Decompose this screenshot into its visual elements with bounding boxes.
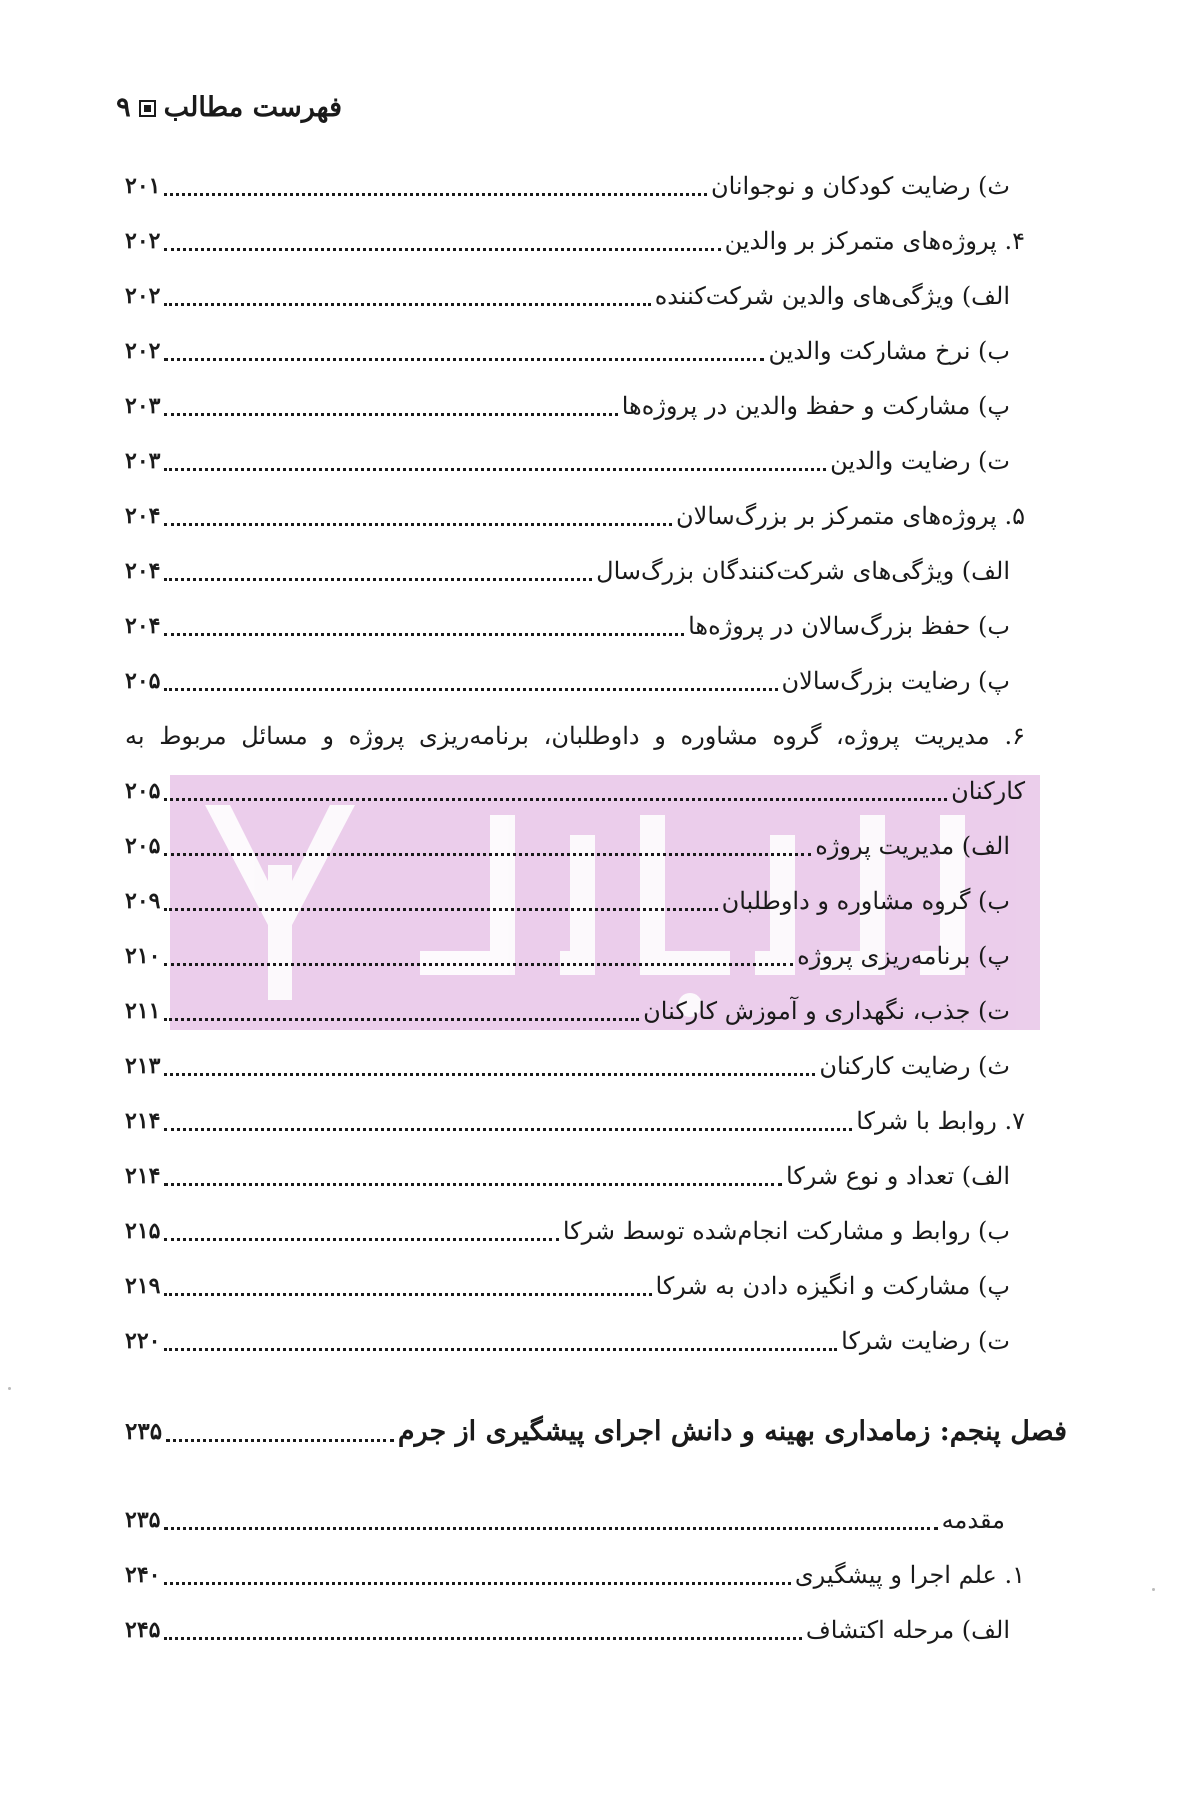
page-header (116, 92, 342, 123)
toc-entry (125, 1555, 1025, 1595)
toc-entry-title: ث) رضایت کارکنان (819, 1052, 1010, 1080)
toc-entry-title: ت) رضایت شرکا (841, 1327, 1010, 1355)
dot-leader (164, 1637, 801, 1640)
toc-entry-page: ۲۰۵ (125, 668, 161, 694)
toc-entry-title: ۶. مدیریت پروژه، گروه مشاوره و داوطلبان، برنامه‌ریزی پروژه و مسائل مربوط به (125, 722, 1025, 750)
toc-entry (125, 1266, 1010, 1306)
toc-entry (125, 496, 1025, 536)
header-page-number: ۹ (116, 92, 131, 123)
toc-entry-title: الف) مدیریت پروژه (815, 832, 1010, 860)
header-title: فهرست مطالب (163, 92, 342, 123)
toc-entry (125, 826, 1010, 866)
dot-leader (164, 908, 717, 911)
toc-entry (125, 606, 1010, 646)
toc-entry (125, 1211, 1010, 1251)
dot-leader (164, 1073, 815, 1076)
toc-entry-page: ۲۱۴ (125, 1108, 161, 1134)
toc-entry-title: ۴. پروژه‌های متمرکز بر والدین (724, 227, 1025, 255)
dot-leader (164, 1582, 790, 1585)
toc-entry-title: ت) رضایت والدین (830, 447, 1010, 475)
toc-entry (125, 1156, 1010, 1196)
toc-entry-title: ث) رضایت کودکان و نوجوانان (710, 172, 1010, 200)
toc-chapter-heading (125, 1412, 1067, 1452)
dot-leader (164, 1527, 937, 1530)
toc-entry-page: ۲۱۰ (125, 943, 161, 969)
dot-leader (164, 413, 617, 416)
toc-entry-page: ۲۰۳ (125, 393, 161, 419)
dot-leader (164, 1018, 639, 1021)
toc-entry (125, 1610, 1010, 1650)
toc-entry (125, 1500, 1005, 1540)
toc-entry-title: پ) رضایت بزرگ‌سالان (781, 667, 1010, 695)
dot-leader (164, 688, 777, 691)
toc-entry (125, 1321, 1010, 1361)
toc-entry-title: پ) برنامه‌ریزی پروژه (797, 942, 1010, 970)
toc-entry-page: ۲۰۴ (125, 503, 161, 529)
toc-entry (125, 386, 1010, 426)
toc-entry-title: ۷. روابط با شرکا (856, 1107, 1025, 1135)
dot-leader (164, 523, 672, 526)
toc-entry-page: ۲۴۵ (125, 1617, 161, 1643)
toc-entry (125, 221, 1025, 261)
toc-entry-page: ۲۰۴ (125, 613, 161, 639)
dot-leader (164, 1183, 782, 1186)
toc-entry-page: ۲۱۵ (125, 1218, 161, 1244)
toc-entry-title: الف) مرحله اکتشاف (805, 1616, 1010, 1644)
toc-entry (125, 881, 1010, 921)
toc-entry-page: ۲۱۹ (125, 1273, 161, 1299)
toc-entry-title: ب) روابط و مشارکت انجام‌شده توسط شرکا (562, 1217, 1010, 1245)
toc-entry-title: کارکنان (951, 777, 1025, 805)
toc-entry-title: الف) تعداد و نوع شرکا (786, 1162, 1010, 1190)
dot-leader (166, 1439, 394, 1442)
toc-entry-page: ۲۰۴ (125, 558, 161, 584)
toc-entry (125, 441, 1010, 481)
toc-entry-title: ب) نرخ مشارکت والدین (768, 337, 1010, 365)
toc-entry-page: ۲۰۵ (125, 833, 161, 859)
dot-leader (164, 578, 592, 581)
scan-speck (8, 1387, 11, 1390)
toc-entry-title: پ) مشارکت و حفظ والدین در پروژه‌ها (621, 392, 1010, 420)
toc-entry-page: ۲۴۰ (125, 1562, 161, 1588)
toc-entry-page: ۲۳۵ (125, 1418, 163, 1445)
toc-entry-page: ۲۰۳ (125, 448, 161, 474)
dot-leader (164, 633, 684, 636)
toc-entry (125, 661, 1010, 701)
scan-speck (1152, 1588, 1155, 1591)
toc-entry-page: ۲۰۹ (125, 888, 161, 914)
dot-leader (164, 303, 650, 306)
toc-entry (125, 991, 1010, 1031)
dot-leader (164, 853, 811, 856)
dot-leader (164, 468, 826, 471)
toc-entry-page: ۲۳۵ (125, 1507, 161, 1533)
toc-entry-page: ۲۰۲ (125, 228, 161, 254)
dot-leader (164, 1348, 837, 1351)
dot-leader (164, 1293, 651, 1296)
toc-entry (125, 331, 1010, 371)
toc-entry-title: مقدمه (941, 1506, 1005, 1534)
square-bullet-icon (139, 100, 156, 117)
dot-leader (164, 963, 793, 966)
toc-entry (125, 936, 1010, 976)
toc-entry-title: ۱. علم اجرا و پیشگیری (794, 1561, 1025, 1589)
toc-entry-page: ۲۲۰ (125, 1328, 161, 1354)
toc-entry-page: ۲۰۲ (125, 283, 161, 309)
toc-entry-page: ۲۱۳ (125, 1053, 161, 1079)
dot-leader (164, 1238, 558, 1241)
toc-entry-title: ب) حفظ بزرگ‌سالان در پروژه‌ها (688, 612, 1010, 640)
dot-leader (164, 358, 764, 361)
toc-entry-page: ۲۱۴ (125, 1163, 161, 1189)
toc-entry-title: ب) گروه مشاوره و داوطلبان (721, 887, 1010, 915)
toc-entry-page: ۲۰۵ (125, 778, 161, 804)
toc-entry-title: الف) ویژگی‌های والدین شرکت‌کننده (654, 282, 1010, 310)
dot-leader (164, 248, 720, 251)
toc-entry-page: ۲۰۲ (125, 338, 161, 364)
toc-entry (125, 551, 1010, 591)
dot-leader (164, 193, 706, 196)
toc-entry (125, 771, 1025, 811)
toc-entry-title: ت) جذب، نگهداری و آموزش کارکنان (643, 997, 1010, 1025)
toc-entry (125, 1046, 1010, 1086)
toc-entry-title: پ) مشارکت و انگیزه دادن به شرکا (655, 1272, 1010, 1300)
toc-entry (125, 166, 1010, 206)
toc-entry-page: ۲۰۱ (125, 173, 161, 199)
dot-leader (164, 798, 947, 801)
toc-entry (125, 276, 1010, 316)
toc-entry-title: ۵. پروژه‌های متمرکز بر بزرگ‌سالان (676, 502, 1025, 530)
toc-entry-page: ۲۱۱ (125, 998, 161, 1024)
toc-entry-title: الف) ویژگی‌های شرکت‌کنندگان بزرگ‌سال (596, 557, 1010, 585)
toc-entry-wrapped-line (125, 716, 1025, 756)
toc-chapter-title: فصل پنجم: زمامداری بهینه و دانش اجرای پیشگیری از جرم (397, 1416, 1067, 1447)
dot-leader (164, 1128, 852, 1131)
toc-entry (125, 1101, 1025, 1141)
